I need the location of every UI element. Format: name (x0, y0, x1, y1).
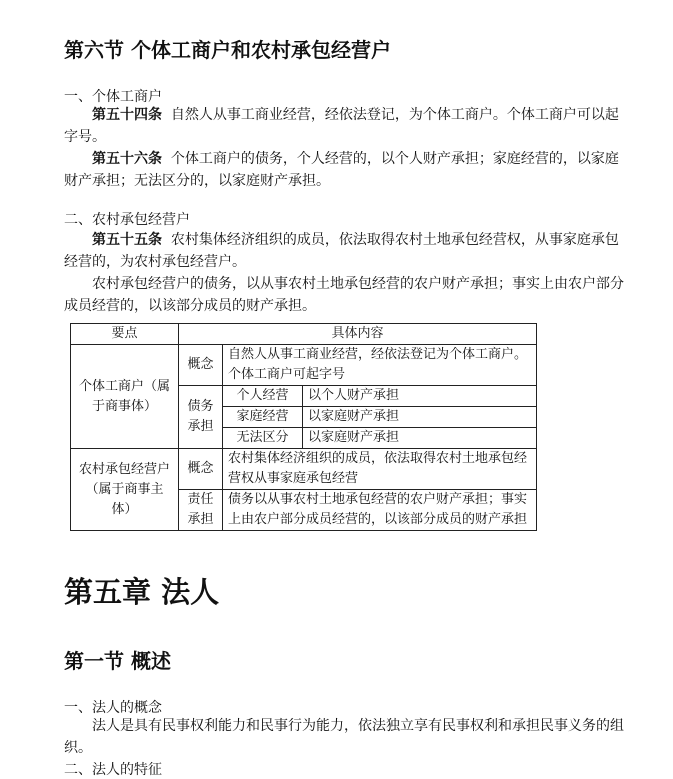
article-54-paragraph (64, 104, 624, 148)
debt-kind: 家庭经营 (223, 407, 303, 428)
article-label: 第五十六条 (92, 151, 162, 167)
debt-kind: 无法区分 (223, 428, 303, 449)
row-content: 债务以从事农村土地承包经营的农户财产承担；事实上由农户部分成员经营的，以该部分成员的财产承担 (223, 490, 537, 531)
row-sublabel: 概念 (179, 449, 223, 490)
article-label: 第五十四条 (92, 107, 162, 123)
table-header-content: 具体内容 (179, 324, 537, 345)
article-label: 第五十五条 (92, 232, 162, 248)
row-sublabel: 债务承担 (179, 386, 223, 449)
table-row (71, 449, 537, 490)
table-row (71, 345, 537, 386)
table-header-key: 要点 (71, 324, 179, 345)
legal-person-concept-paragraph (64, 715, 624, 759)
debt-bearer: 以个人财产承担 (303, 386, 537, 407)
row-group-label: 个体工商户（属于商事体） (71, 345, 179, 449)
comparison-table (70, 323, 537, 531)
row-sublabel: 责任承担 (179, 490, 223, 531)
row-sublabel: 概念 (179, 345, 223, 386)
chapter-title: 第五章 法人 (64, 575, 220, 609)
section-title: 第一节 概述 (64, 649, 171, 673)
article-56-paragraph (64, 148, 624, 192)
subsection-heading: 一、个体工商户 (64, 89, 162, 105)
paragraph-text: 法人是具有民事权利能力和民事行为能力，依法独立享有民事权利和承担民事义务的组织。 (64, 718, 624, 756)
article-text: 自然人从事工商业经营，经依法登记，为个体工商户。个体工商户可以起字号。 (64, 107, 619, 145)
table-header-row (71, 324, 537, 345)
subsection-heading: 二、法人的特征 (64, 762, 162, 778)
debt-bearer: 以家庭财产承担 (303, 428, 537, 449)
article-55-paragraph (64, 229, 624, 273)
paragraph-text: 农村承包经营户的债务，以从事农村土地承包经营的农户财产承担；事实上由农户部分成员经营的，以该部分成员的财产承担。 (64, 276, 624, 314)
debt-bearer: 以家庭财产承担 (303, 407, 537, 428)
row-content: 自然人从事工商业经营，经依法登记为个体工商户。个体工商户可起字号 (223, 345, 537, 386)
article-text: 个体工商户的债务，个人经营的，以个人财产承担；家庭经营的，以家庭财产承担；无法区分的，以家庭财产承担。 (64, 151, 619, 189)
subsection-heading: 一、法人的概念 (64, 700, 162, 716)
section-title: 第六节 个体工商户和农村承包经营户 (64, 38, 391, 62)
rural-debt-paragraph (64, 273, 624, 317)
debt-kind: 个人经营 (223, 386, 303, 407)
article-text: 农村集体经济组织的成员，依法取得农村土地承包经营权，从事家庭承包经营的，为农村承包经营户。 (64, 232, 619, 270)
row-content: 农村集体经济组织的成员，依法取得农村土地承包经营权从事家庭承包经营 (223, 449, 537, 490)
row-group-label: 农村承包经营户（属于商事主体） (71, 449, 179, 531)
subsection-heading: 二、农村承包经营户 (64, 212, 190, 228)
